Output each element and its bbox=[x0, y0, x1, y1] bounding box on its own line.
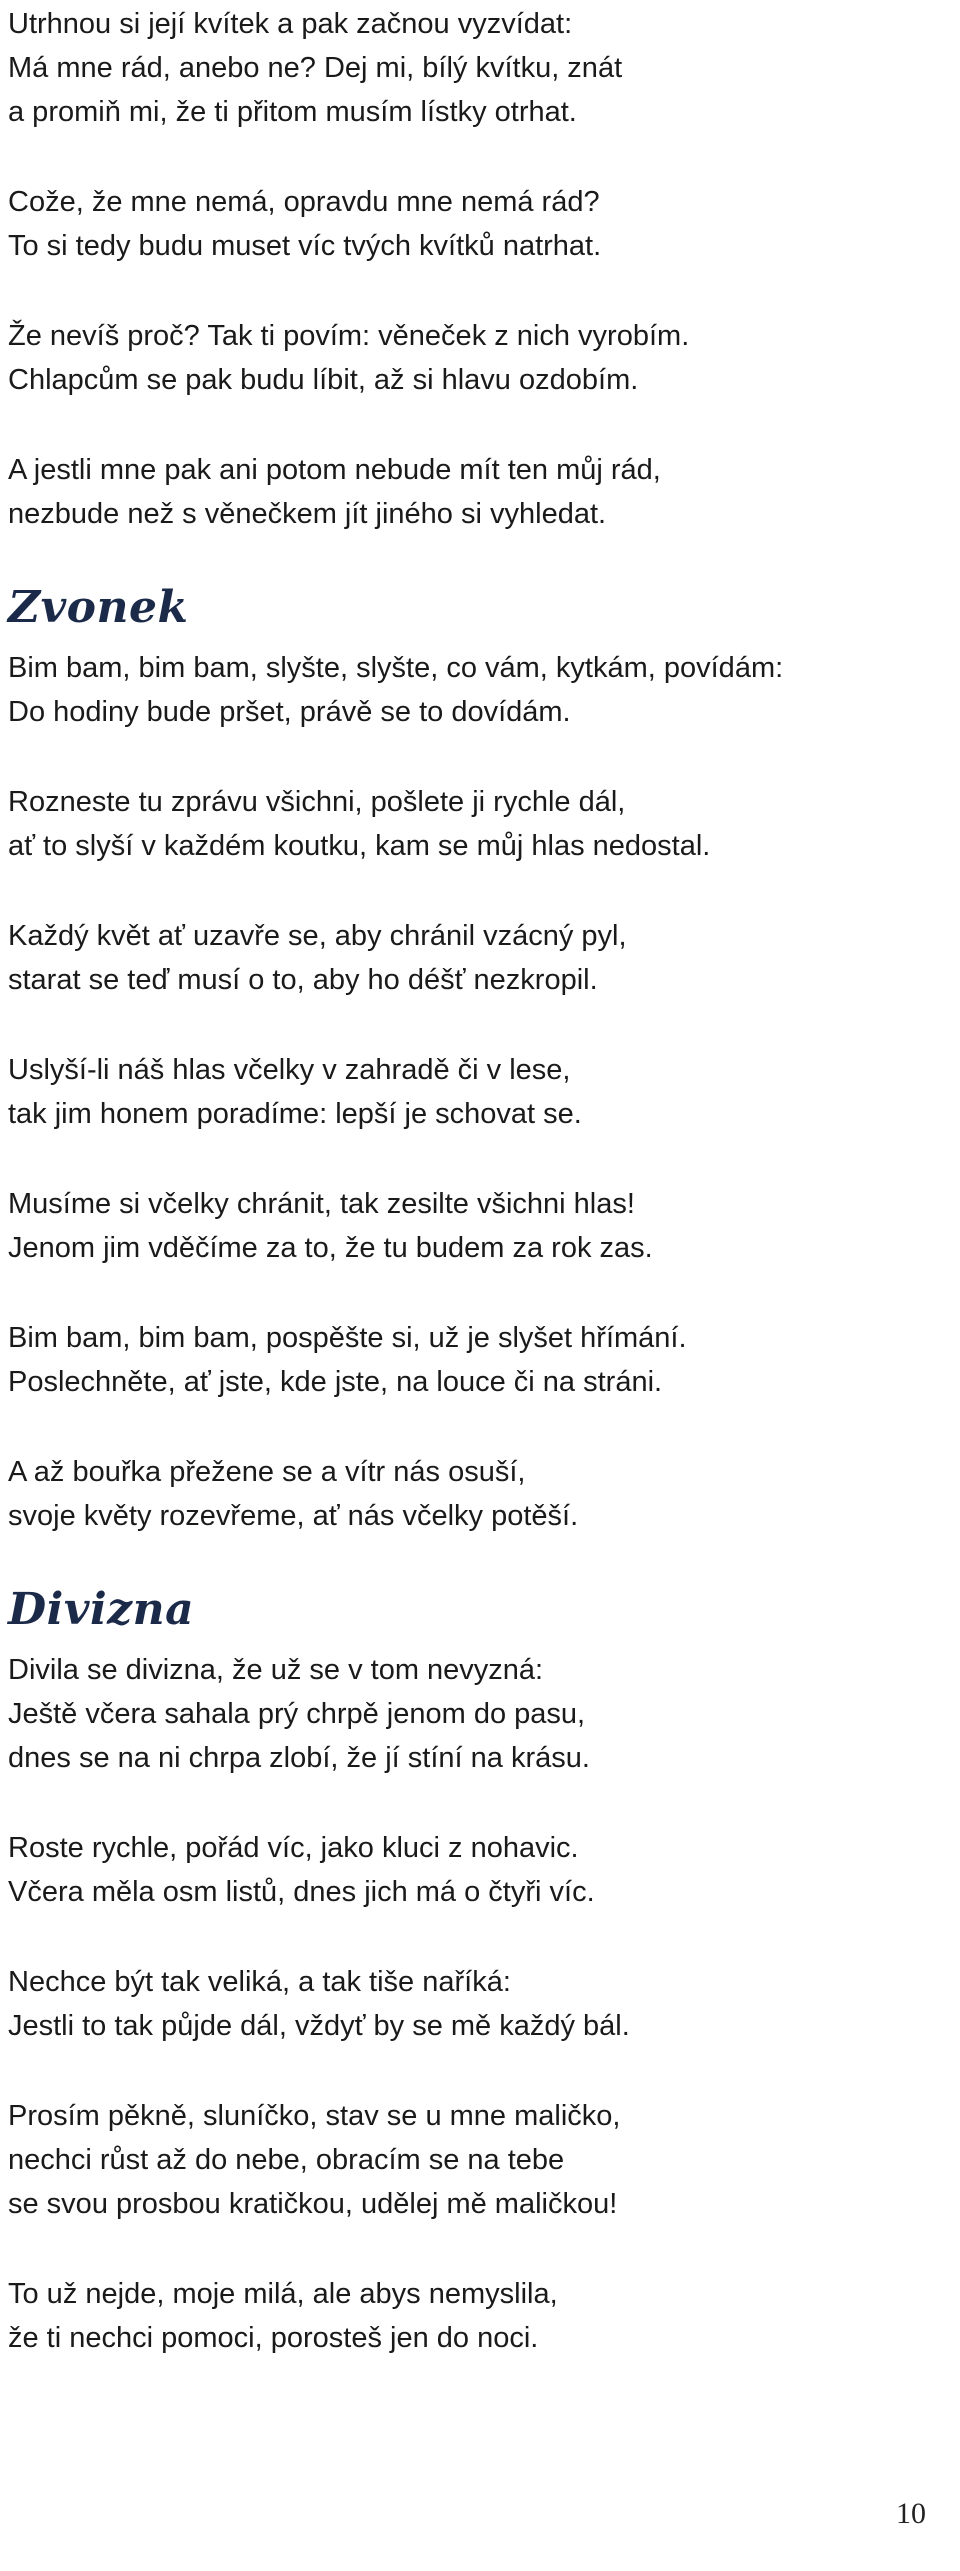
stanza bbox=[8, 780, 952, 868]
verse-line: Poslechněte, ať jste, kde jste, na louce či na stráni. bbox=[8, 1366, 663, 1398]
verse-line: dnes se na ni chrpa zlobí, že jí stíní na krásu. bbox=[8, 1742, 590, 1774]
verse-line: Uslyší-li náš hlas včelky v zahradě či v lese, bbox=[8, 1054, 571, 1086]
stanza bbox=[8, 2272, 952, 2360]
verse-line: Do hodiny bude pršet, právě se to dovídám. bbox=[8, 696, 571, 728]
verse-line: Bim bam, bim bam, slyšte, slyšte, co vám, kytkám, povídám: bbox=[8, 652, 784, 684]
stanza bbox=[8, 914, 952, 1002]
verse-line: Jestli to tak půjde dál, vždyť by se mě každý bál. bbox=[8, 2010, 630, 2042]
verse-line: nechci růst až do nebe, obracím se na tebe bbox=[8, 2144, 565, 2176]
verse-line: Jenom jim vděčíme za to, že tu budem za rok zas. bbox=[8, 1232, 653, 1264]
stanza bbox=[8, 0, 952, 134]
verse-line: Prosím pěkně, sluníčko, stav se u mne maličko, bbox=[8, 2100, 621, 2132]
verse-line: Divila se divizna, že už se v tom nevyzná: bbox=[8, 1654, 544, 1686]
verse-line: To už nejde, moje milá, ale abys nemyslila, bbox=[8, 2278, 558, 2310]
stanza bbox=[8, 448, 952, 536]
verse-line: svoje květy rozevřeme, ať nás včelky potěší. bbox=[8, 1500, 579, 1532]
verse-line: Každý květ ať uzavře se, aby chránil vzácný pyl, bbox=[8, 920, 627, 952]
verse-line: Chlapcům se pak budu líbit, až si hlavu ozdobím. bbox=[8, 364, 639, 396]
verse-line: A až bouřka přežene se a vítr nás osuší, bbox=[8, 1456, 526, 1488]
verse-line: starat se teď musí o to, aby ho déšť nezkropil. bbox=[8, 964, 598, 996]
verse-line: se svou prosbou kratičkou, udělej mě maličkou! bbox=[8, 2188, 618, 2220]
stanza bbox=[8, 1048, 952, 1136]
verse-line: a promiň mi, že ti přitom musím lístky otrhat. bbox=[8, 96, 577, 128]
verse-line: Roste rychle, pořád víc, jako kluci z nohavic. bbox=[8, 1832, 579, 1864]
verse-line: Rozneste tu zprávu všichni, pošlete ji rychle dál, bbox=[8, 786, 626, 818]
stanza bbox=[8, 1826, 952, 1914]
verse-line: A jestli mne pak ani potom nebude mít ten můj rád, bbox=[8, 454, 661, 486]
verse-line: Utrhnou si její kvítek a pak začnou vyzvídat: bbox=[8, 8, 573, 40]
verse-line: ať to slyší v každém koutku, kam se můj hlas nedostal. bbox=[8, 830, 711, 862]
verse-line: Ještě včera sahala prý chrpě jenom do pasu, bbox=[8, 1698, 586, 1730]
verse-line: Že nevíš proč? Tak ti povím: věneček z nich vyrobím. bbox=[8, 320, 690, 352]
verse-line: nezbude než s věnečkem jít jiného si vyhledat. bbox=[8, 498, 607, 530]
stanza bbox=[8, 646, 952, 734]
stanza bbox=[8, 314, 952, 402]
stanza bbox=[8, 2094, 952, 2226]
poem-content bbox=[8, 0, 952, 2360]
verse-line: tak jim honem poradíme: lepší je schovat se. bbox=[8, 1098, 582, 1130]
verse-line: Má mne rád, anebo ne? Dej mi, bílý kvítku, znát bbox=[8, 52, 623, 84]
stanza bbox=[8, 1960, 952, 2048]
verse-line: že ti nechci pomoci, porosteš jen do noci. bbox=[8, 2322, 539, 2354]
stanza bbox=[8, 1182, 952, 1270]
stanza bbox=[8, 1648, 952, 1780]
verse-line: Cože, že mne nemá, opravdu mne nemá rád? bbox=[8, 186, 600, 218]
verse-line: To si tedy budu muset víc tvých kvítků natrhat. bbox=[8, 230, 602, 262]
page-number: 10 bbox=[896, 2497, 926, 2530]
verse-line: Bim bam, bim bam, pospěšte si, už je slyšet hřímání. bbox=[8, 1322, 687, 1354]
verse-line: Musíme si včelky chránit, tak zesilte všichni hlas! bbox=[8, 1188, 635, 1220]
stanza bbox=[8, 180, 952, 268]
poem-title-zvonek: Zvonek bbox=[8, 582, 189, 633]
verse-line: Včera měla osm listů, dnes jich má o čtyři víc. bbox=[8, 1876, 595, 1908]
stanza bbox=[8, 1316, 952, 1404]
verse-line: Nechce být tak veliká, a tak tiše naříká: bbox=[8, 1966, 511, 1998]
stanza bbox=[8, 1450, 952, 1538]
poem-title-divizna: Divizna bbox=[8, 1584, 195, 1635]
